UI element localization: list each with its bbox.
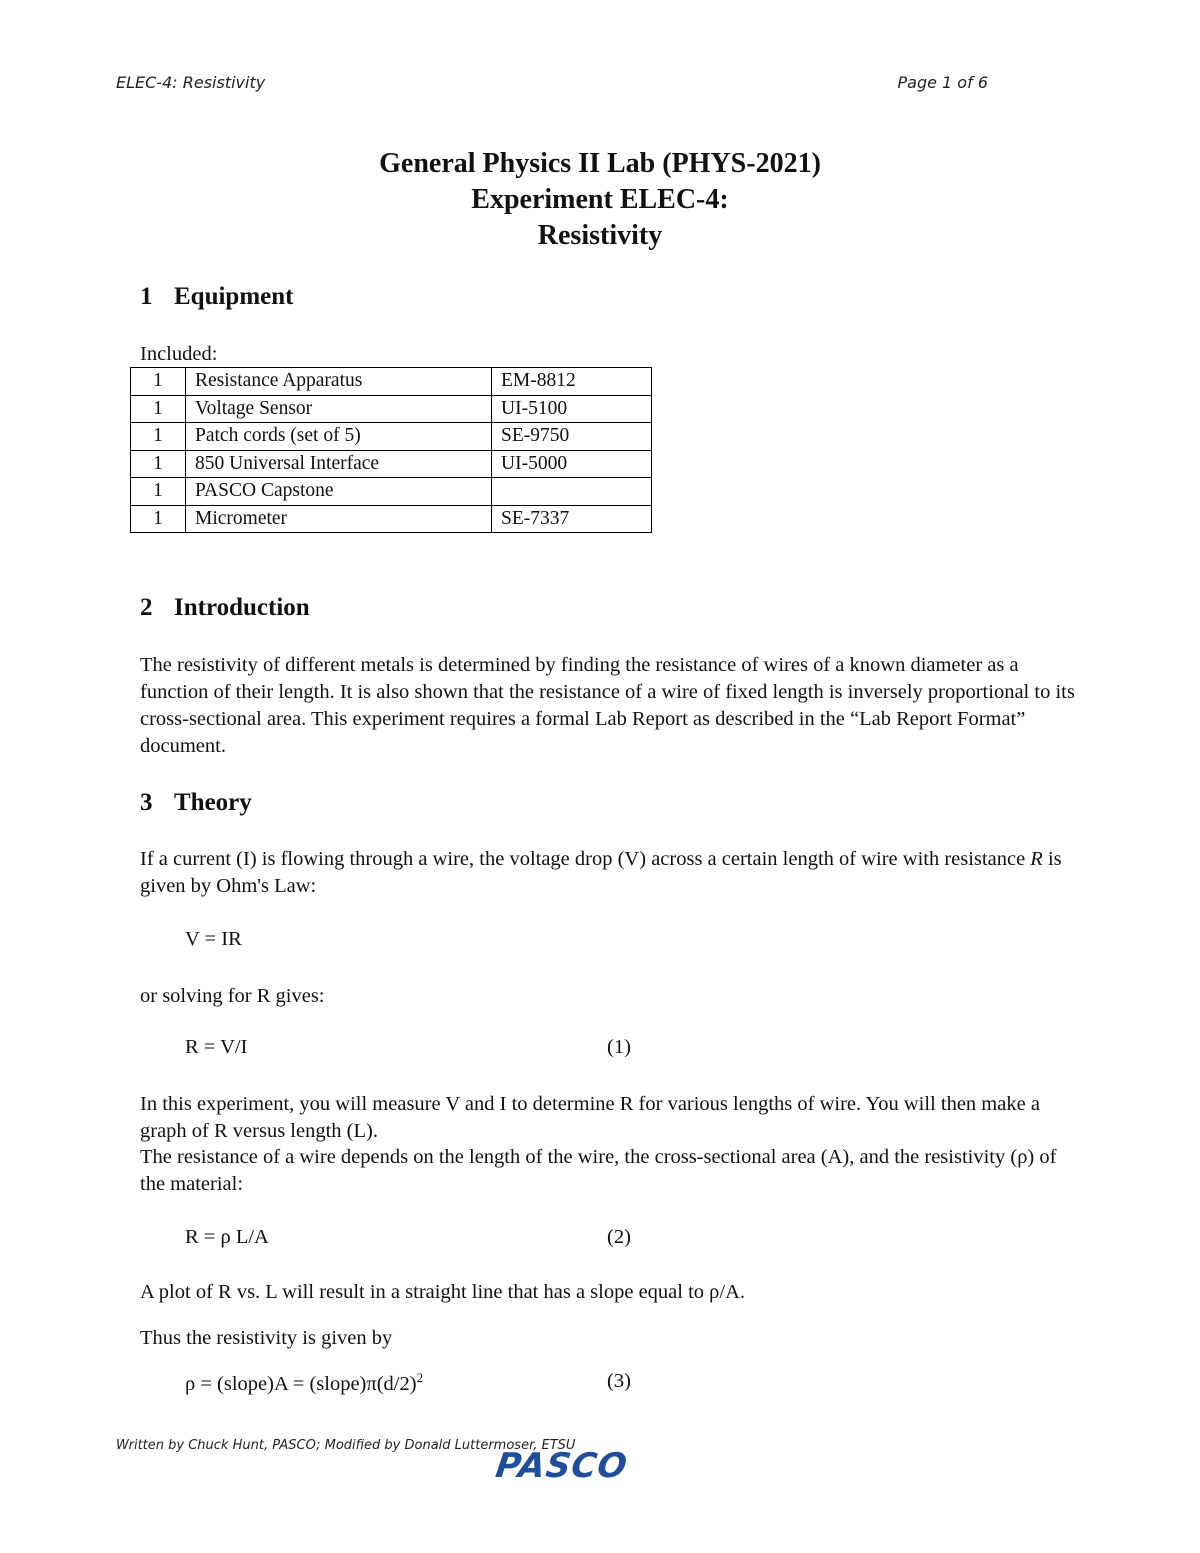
model-cell: UI-5000: [492, 450, 652, 478]
text-span: If a current (I) is flowing through a wire, the voltage drop (V) across a certain length of wire with resistance: [140, 848, 1031, 870]
variable-r: R: [1030, 848, 1043, 870]
equipment-table: [130, 367, 652, 533]
experiment-title: Experiment ELEC-4:: [471, 184, 729, 215]
document-title: General Physics II Lab (PHYS-2021): [379, 148, 821, 179]
theory-paragraph-resistivity: Thus the resistivity is given by: [140, 1327, 393, 1349]
qty-cell: 1: [131, 478, 186, 506]
item-cell: Patch cords (set of 5): [186, 423, 492, 451]
page-number: Page 1 of 6: [897, 73, 988, 92]
theory-paragraph-ohm: [140, 846, 1080, 900]
section-number: 1: [140, 283, 153, 310]
section-title: Theory: [174, 789, 252, 816]
theory-paragraph-measure: In this experiment, you will measure V and I to determine R for various lengths of wire. You will then make a graph of R versus length (L).: [140, 1093, 1040, 1142]
equation-1-number: (1): [607, 1036, 631, 1058]
pasco-logo: PASCO: [493, 1446, 631, 1486]
qty-cell: 1: [131, 450, 186, 478]
section-number: 3: [140, 789, 153, 816]
theory-paragraph-solve: or solving for R gives:: [140, 985, 325, 1007]
theory-paragraph-resistance: The resistance of a wire depends on the length of the wire, the cross-sectional area (A), and the resistivity (ρ) of the material:: [140, 1146, 1057, 1195]
included-label: Included:: [140, 343, 218, 365]
section-number: 2: [140, 594, 153, 621]
item-cell: Voltage Sensor: [186, 395, 492, 423]
experiment-subject: Resistivity: [537, 220, 663, 251]
introduction-paragraph: The resistivity of different metals is determined by finding the resistance of wires of a known diameter as a function of their length. It is also shown that the resistance of a wire of fixed length is inversely proportional to its cross-sectional area. This experiment requires a formal Lab Report as described in the “Lab Report Format” document.: [140, 654, 1075, 757]
text-span: is given by Ohm's Law:: [140, 848, 1062, 897]
section-heading-introduction: [140, 594, 310, 622]
equation-2: R = ρ L/A: [185, 1226, 269, 1248]
equation-3-exponent: 2: [416, 1370, 424, 1385]
item-cell: PASCO Capstone: [186, 478, 492, 506]
table-row: [131, 478, 652, 506]
model-cell: [492, 478, 652, 506]
table-row: [131, 423, 652, 451]
equation-3: [185, 1370, 423, 1396]
model-cell: SE-7337: [492, 505, 652, 533]
model-cell: UI-5100: [492, 395, 652, 423]
equation-2-number: (2): [607, 1226, 631, 1248]
qty-cell: 1: [131, 505, 186, 533]
section-title: Introduction: [174, 594, 310, 621]
equation-1: R = V/I: [185, 1036, 248, 1058]
section-heading-theory: [140, 789, 252, 817]
model-cell: SE-9750: [492, 423, 652, 451]
table-row: [131, 368, 652, 396]
section-heading-equipment: [140, 283, 293, 311]
table-row: [131, 505, 652, 533]
qty-cell: 1: [131, 423, 186, 451]
item-cell: 850 Universal Interface: [186, 450, 492, 478]
qty-cell: 1: [131, 368, 186, 396]
item-cell: Resistance Apparatus: [186, 368, 492, 396]
item-cell: Micrometer: [186, 505, 492, 533]
table-row: [131, 395, 652, 423]
running-header-title: ELEC-4: Resistivity: [116, 73, 266, 92]
theory-paragraph-plot: A plot of R vs. L will result in a straight line that has a slope equal to ρ/A.: [140, 1281, 746, 1303]
section-title: Equipment: [174, 283, 294, 310]
qty-cell: 1: [131, 395, 186, 423]
footer-credit: Written by Chuck Hunt, PASCO; Modified by Donald Luttermoser, ETSU: [116, 1438, 576, 1453]
equation-3-body: ρ = (slope)A = (slope)π(d/2): [185, 1372, 417, 1395]
equation-3-number: (3): [607, 1370, 631, 1392]
table-row: [131, 450, 652, 478]
equation-ohms-law: V = IR: [185, 928, 242, 950]
model-cell: EM-8812: [492, 368, 652, 396]
